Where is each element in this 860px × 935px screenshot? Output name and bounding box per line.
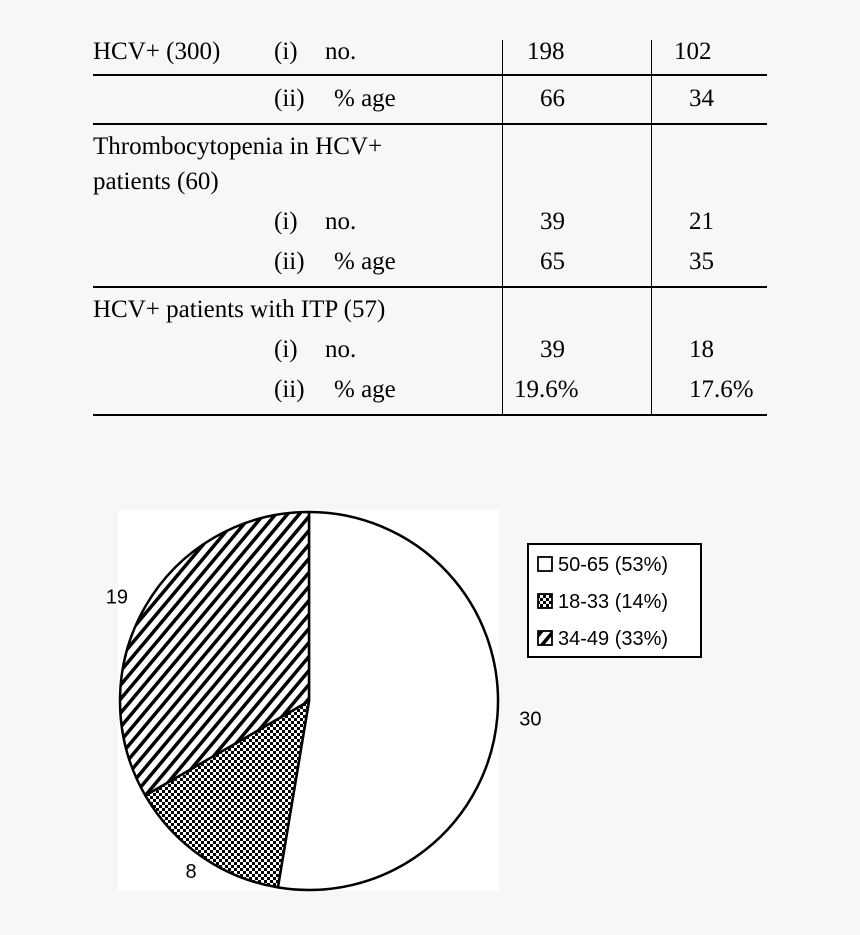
row-measure: no. [325,38,357,65]
legend-entry: 34-49 (33%) [558,628,669,650]
column-divider [502,40,503,415]
legend [528,544,701,657]
pie-data-label: 30 [519,708,542,731]
cell-col2: 17.6% [689,376,754,403]
column-divider [651,40,652,415]
cell-col1: 65 [540,248,565,275]
row-measure: % age [334,85,396,112]
row-measure: no. [325,208,357,235]
cell-col1: 66 [540,85,565,112]
pie-chart [0,490,860,935]
pie-data-label: 19 [105,586,128,609]
row-divider [93,123,767,125]
legend-swatch [538,557,552,571]
row-divider [93,286,767,288]
legend-entry: 50-65 (53%) [558,554,669,576]
row-sub-index: (i) [274,336,298,363]
row-measure: no. [325,336,357,363]
row-sub-index: (i) [274,38,298,65]
legend-entry: 18-33 (14%) [558,591,669,613]
row-label: Thrombocytopenia in HCV+ [93,133,383,160]
row-sub-index: (ii) [274,85,305,112]
row-label: patients (60) [93,168,219,195]
cell-col1: 198 [527,38,565,65]
pie-slices [120,512,498,890]
row-divider [93,414,767,416]
cell-col1: 19.6% [514,376,579,403]
row-measure: % age [334,376,396,403]
pie-chart-svg [0,490,860,935]
cell-col2: 102 [674,38,712,65]
pie-data-label: 8 [185,861,197,884]
cell-col1: 39 [540,336,565,363]
legend-swatch [538,631,552,645]
row-sub-index: (i) [274,208,298,235]
row-sub-index: (ii) [274,248,305,275]
cell-col2: 18 [689,336,714,363]
data-table [0,0,860,430]
legend-swatch [538,594,552,608]
row-label: HCV+ (300) [93,38,221,65]
cell-col2: 21 [689,208,714,235]
row-divider [93,74,767,76]
cell-col2: 34 [689,85,714,112]
row-measure: % age [334,248,396,275]
row-sub-index: (ii) [274,376,305,403]
cell-col2: 35 [689,248,714,275]
cell-col1: 39 [540,208,565,235]
row-label: HCV+ patients with ITP (57) [93,296,386,323]
